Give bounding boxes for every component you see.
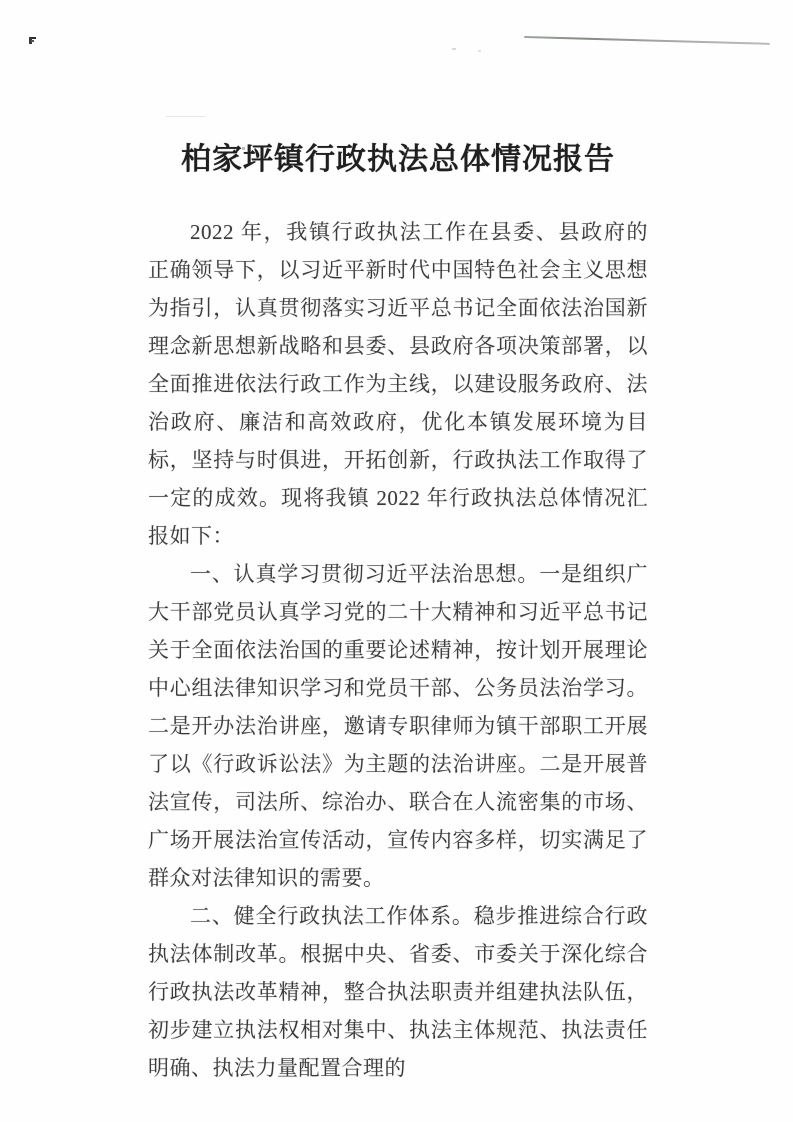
scan-artifact-streak-line [524,36,770,45]
scan-artifact-speck [452,48,456,50]
body-paragraph-section-1: 一、认真学习贯彻习近平法治思想。一是组织广大干部党员认真学习党的二十大精神和习近平总书记关于全面依法治国的重要论述精神，按计划开展理论中心组法律知识学习和党员干部、公务员法治学习。二是开办法治讲座，邀请专职律师为镇干部职工开展了以《行政诉讼法》为主题的法治讲座。二是开展普法宣传，司法所、综治办、联合在人流密集的市场、广场开展法治宣传活动，宣传内容多样，切实满足了群众对法律知识的需要。 [148,562,648,890]
body-paragraph-section-2: 二、健全行政执法工作体系。稳步推进综合行政执法体制改革。根据中央、省委、市委关于深化综合行政执法改革精神，整合执法职责并组建执法队伍，初步建立执法权相对集中、执法主体规范、执法责任明确、执法力量配置合理的 [148,904,648,1080]
scan-artifact-bar [31,40,34,42]
document-title: 柏家坪镇行政执法总体情况报告 [181,143,615,176]
scan-artifact-speck [478,50,481,52]
scan-artifact-speck [166,116,206,117]
document-body [148,213,648,1087]
scan-artifact-corner-mark [29,37,37,45]
document-content [148,139,648,1087]
body-paragraph-intro: 2022 年，我镇行政执法工作在县委、县政府的正确领导下，以习近平新时代中国特色社会主义思想为指引，认真贯彻落实习近平总书记全面依法治国新理念新思想新战略和县委、县政府各项决策部署，以全面推进依法行政工作为主线，以建设服务政府、法治政府、廉洁和高效政府，优化本镇发展环境为目标，坚持与时俱进，开拓创新，行政执法工作取得了一定的成效。现将我镇 2022 年行政执法总体情况汇报如下： [148,220,648,548]
